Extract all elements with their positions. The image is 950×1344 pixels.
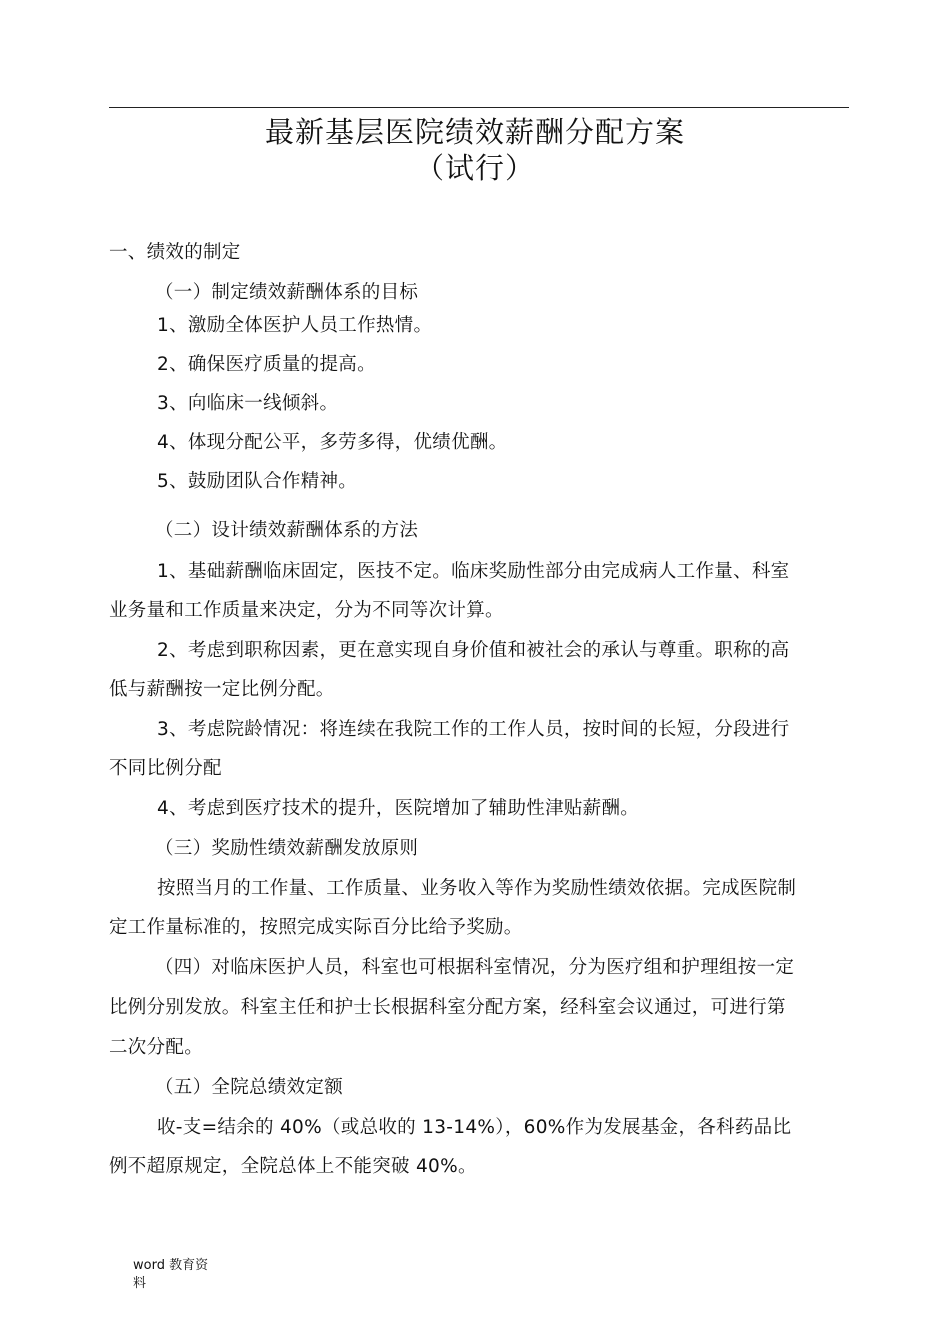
top-rule [109,107,849,108]
paragraph-line: 例不超原规定，全院总体上不能突破 40%。 [109,1156,477,1177]
footer-text: 料 [133,1276,147,1291]
paragraph-line: 业务量和工作质量来决定，分为不同等次计算。 [109,600,504,621]
list-item: 2、确保医疗质量的提高。 [157,354,376,375]
paragraph-line: （四）对临床医护人员，科室也可根据科室情况，分为医疗组和护理组按一定 [155,957,795,978]
list-item: 4、体现分配公平，多劳多得，优绩优酬。 [157,432,508,453]
list-item: 3、向临床一线倾斜。 [157,393,339,414]
subsection-heading: （三）奖励性绩效薪酬发放原则 [155,838,419,859]
paragraph-line: 二次分配。 [109,1037,204,1058]
subsection-heading: （一）制定绩效薪酬体系的目标 [155,282,419,303]
subsection-heading: （五）全院总绩效定额 [155,1077,344,1098]
footer-text: word 教育资 [133,1258,209,1273]
paragraph-line: 不同比例分配 [109,758,222,779]
document-title: 最新基层医院绩效薪酬分配方案 [264,115,685,149]
section-heading: 一、绩效的制定 [109,242,241,263]
paragraph-line: 收-支=结余的 40%（或总收的 13-14%），60%作为发展基金，各科药品比 [157,1117,792,1138]
paragraph-line: 按照当月的工作量、工作质量、业务收入等作为奖励性绩效依据。完成医院制 [157,878,797,899]
paragraph-line: 3、考虑院龄情况：将连续在我院工作的工作人员，按时间的长短，分段进行 [157,719,790,740]
list-item: 1、激励全体医护人员工作热情。 [157,315,433,336]
document-subtitle: （试行） [414,151,535,185]
paragraph-line: 4、考虑到医疗技术的提升，医院增加了辅助性津贴薪酬。 [157,798,640,819]
subsection-heading: （二）设计绩效薪酬体系的方法 [155,520,419,541]
list-item: 5、鼓励团队合作精神。 [157,471,358,492]
paragraph-line: 2、考虑到职称因素，更在意实现自身价值和被社会的承认与尊重。职称的高 [157,640,790,661]
paragraph-line: 低与薪酬按一定比例分配。 [109,679,335,700]
paragraph-line: 定工作量标准的，按照完成实际百分比给予奖励。 [109,917,523,938]
paragraph-line: 比例分别发放。科室主任和护士长根据科室分配方案，经科室会议通过，可进行第 [109,997,786,1018]
paragraph-line: 1、基础薪酬临床固定，医技不定。临床奖励性部分由完成病人工作量、科室 [157,561,790,582]
